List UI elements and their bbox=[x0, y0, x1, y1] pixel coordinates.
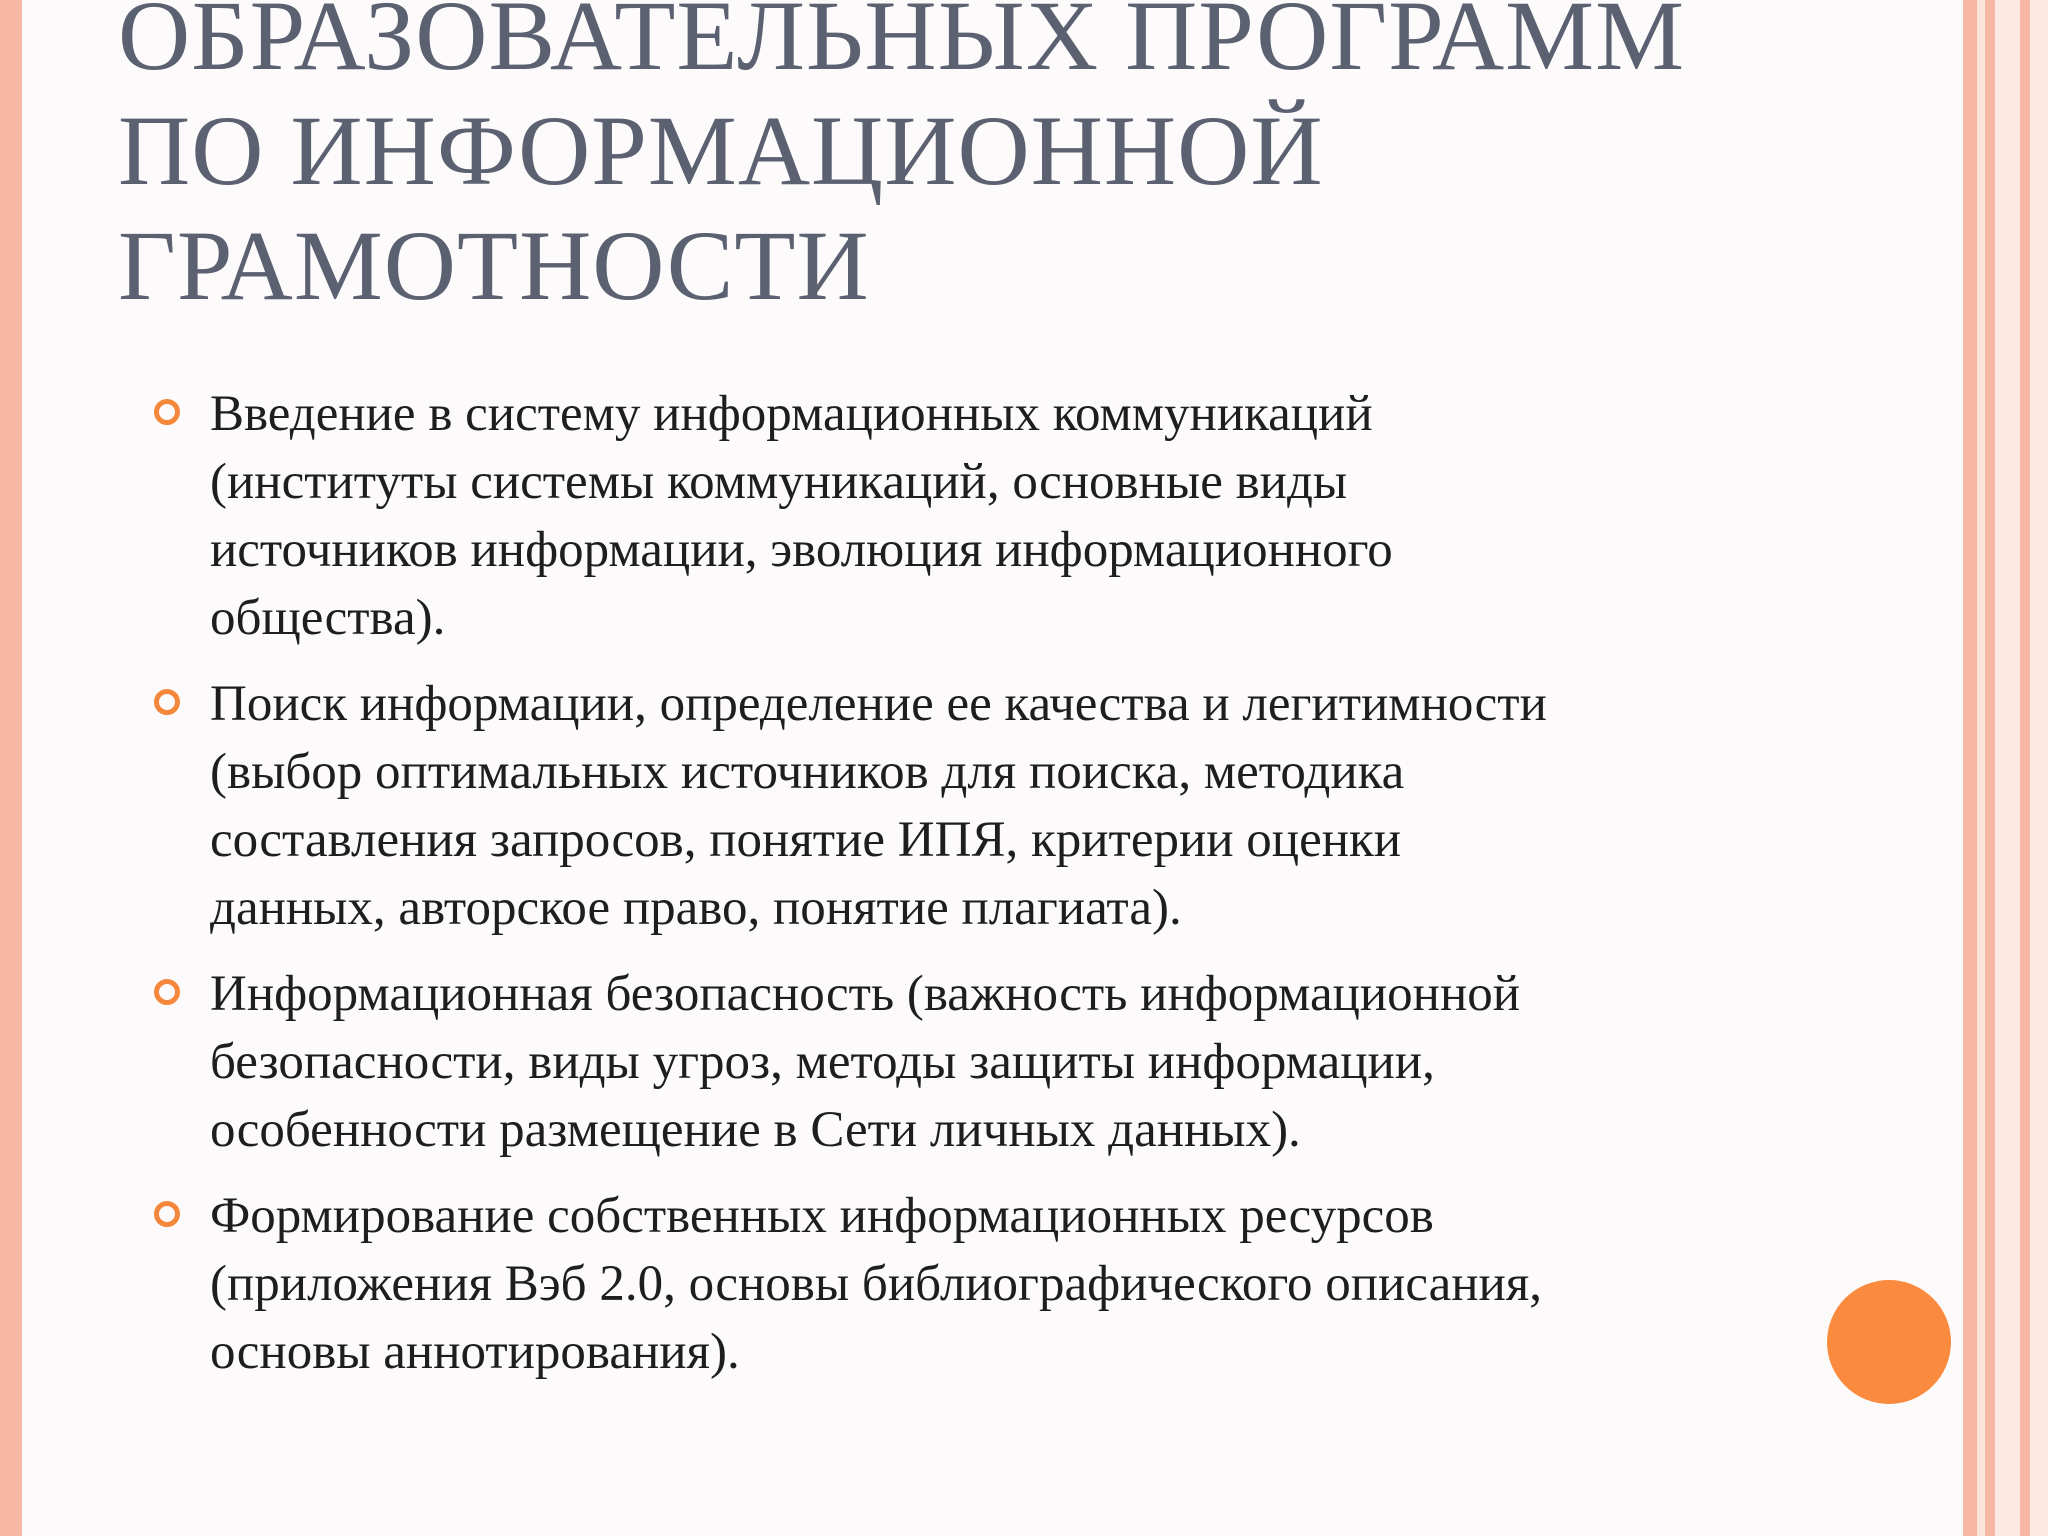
frame-right-border-gap bbox=[1977, 0, 1985, 1536]
bullet-line: данных, авторское право, понятие плагиата). bbox=[210, 880, 1182, 936]
bullet-line: Формирование собственных информационных ресурсов bbox=[210, 1188, 1434, 1244]
bullet-line: (выбор оптимальных источников для поиска, методика bbox=[210, 744, 1405, 800]
frame-left-border bbox=[0, 0, 22, 1536]
bullet-line: особенности размещение в Сети личных данных). bbox=[210, 1102, 1301, 1158]
ring-bullet-icon bbox=[154, 979, 180, 1005]
bullet-list bbox=[150, 380, 1930, 1404]
bullet-line: (институты системы коммуникаций, основные виды bbox=[210, 454, 1348, 510]
bullet-line: (приложения Вэб 2.0, основы библиографического описания, bbox=[210, 1256, 1543, 1312]
bullet-line: составления запросов, понятие ИПЯ, критерии оценки bbox=[210, 812, 1402, 868]
frame-right-border-inner bbox=[1985, 0, 1995, 1536]
decorative-circle bbox=[1827, 1280, 1951, 1404]
slide-title bbox=[118, 0, 1938, 323]
frame-right-border-outer bbox=[2020, 0, 2030, 1536]
bullet-line: безопасности, виды угроз, методы защиты информации, bbox=[210, 1034, 1435, 1090]
bullet-line: Поиск информации, определение ее качества и легитимности bbox=[210, 676, 1547, 732]
title-line: ОБРАЗОВАТЕЛЬНЫХ ПРОГРАММ bbox=[118, 0, 1686, 91]
title-line: ПО ИНФОРМАЦИОННОЙ bbox=[118, 95, 1324, 206]
bullet-line: Введение в систему информационных коммуникаций bbox=[210, 386, 1373, 442]
ring-bullet-icon bbox=[154, 399, 180, 425]
frame-right-border bbox=[1963, 0, 1977, 1536]
bullet-item bbox=[150, 670, 1930, 942]
ring-bullet-icon bbox=[154, 689, 180, 715]
ring-bullet-icon bbox=[154, 1201, 180, 1227]
bullet-line: Информационная безопасность (важность информационной bbox=[210, 966, 1521, 1022]
bullet-item bbox=[150, 960, 1930, 1164]
title-line: ГРАМОТНОСТИ bbox=[118, 210, 870, 321]
bullet-line: общества). bbox=[210, 590, 446, 646]
bullet-line: основы аннотирования). bbox=[210, 1324, 740, 1380]
bullet-line: источников информации, эволюция информационного bbox=[210, 522, 1393, 578]
bullet-item bbox=[150, 380, 1930, 652]
bullet-item bbox=[150, 1182, 1930, 1386]
